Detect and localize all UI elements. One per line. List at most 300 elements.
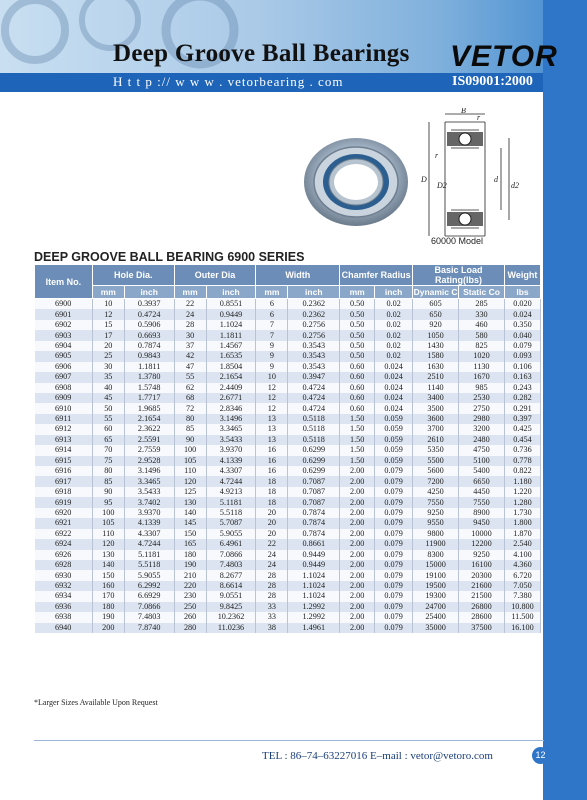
table-cell: 9	[256, 341, 288, 351]
table-cell: 100	[92, 508, 124, 518]
item-number-cell: 6912	[35, 424, 93, 434]
table-cell: 2.00	[340, 529, 375, 539]
table-cell: 220	[174, 581, 206, 591]
table-cell: 140	[174, 508, 206, 518]
table-row	[35, 456, 541, 466]
table-cell: 1.50	[340, 456, 375, 466]
table-cell: 16100	[459, 560, 505, 570]
table-row	[35, 497, 541, 507]
col-chamfer: Chamfer Radius	[340, 265, 413, 286]
table-cell: 8.2677	[206, 570, 256, 580]
dim-label: d2	[511, 181, 519, 190]
brand-logo: VETOR	[450, 40, 558, 73]
table-cell: 2.4409	[206, 383, 256, 393]
table-cell: 1.1024	[288, 591, 340, 601]
contact-info: TEL : 86–74–63227016 E–mail : vetor@vetoro.com	[262, 750, 493, 762]
table-cell: 80	[92, 466, 124, 476]
table-cell: 1020	[459, 351, 505, 361]
table-cell: 285	[459, 299, 505, 310]
table-cell: 19300	[413, 591, 459, 601]
table-cell: 580	[459, 330, 505, 340]
table-row	[35, 529, 541, 539]
table-cell: 2.00	[340, 497, 375, 507]
table-row	[35, 591, 541, 601]
table-cell: 0.50	[340, 330, 375, 340]
table-cell: 0.079	[375, 612, 413, 622]
table-cell: 3500	[413, 403, 459, 413]
table-cell: 16	[256, 445, 288, 455]
table-cell: 105	[92, 518, 124, 528]
table-cell: 170	[92, 591, 124, 601]
table-cell: 2.00	[340, 591, 375, 601]
table-cell: 0.024	[375, 403, 413, 413]
table-cell: 9800	[413, 529, 459, 539]
table-cell: 0.079	[375, 570, 413, 580]
table-cell: 95	[92, 497, 124, 507]
table-cell: 24	[174, 309, 206, 319]
table-cell: 0.4724	[124, 309, 174, 319]
table-cell: 16	[256, 466, 288, 476]
table-cell: 7	[256, 330, 288, 340]
table-cell: 0.2756	[288, 320, 340, 330]
table-cell: 0.2362	[288, 299, 340, 310]
subheader-cell: mm	[256, 286, 288, 299]
table-cell: 5600	[413, 466, 459, 476]
table-cell: 0.3543	[288, 341, 340, 351]
table-cell: 2.00	[340, 466, 375, 476]
table-cell: 2.00	[340, 487, 375, 497]
table-cell: 3.1496	[124, 466, 174, 476]
col-width: Width	[256, 265, 340, 286]
table-cell: 0.079	[375, 529, 413, 539]
table-cell: 11.0236	[206, 623, 256, 633]
table-cell: 7550	[413, 497, 459, 507]
table-cell: 1.50	[340, 424, 375, 434]
table-cell: 0.291	[504, 403, 540, 413]
table-cell: 0.822	[504, 466, 540, 476]
item-number-cell: 6934	[35, 591, 93, 601]
table-row	[35, 414, 541, 424]
col-hole: Hole Dia.	[92, 265, 174, 286]
table-cell: 0.2362	[288, 309, 340, 319]
table-row	[35, 383, 541, 393]
table-cell: 0.9843	[124, 351, 174, 361]
item-number-cell: 6916	[35, 466, 93, 476]
table-cell: 200	[92, 623, 124, 633]
table-cell: 12	[256, 393, 288, 403]
table-cell: 1630	[413, 362, 459, 372]
table-cell: 35000	[413, 623, 459, 633]
table-cell: 15	[92, 320, 124, 330]
table-row	[35, 487, 541, 497]
table-cell: 24	[256, 550, 288, 560]
table-cell: 2.3622	[124, 424, 174, 434]
table-cell: 1.1024	[288, 581, 340, 591]
item-number-cell: 6903	[35, 330, 93, 340]
table-title: DEEP GROOVE BALL BEARING 6900 SERIES	[34, 250, 305, 264]
table-cell: 920	[413, 320, 459, 330]
table-cell: 1580	[413, 351, 459, 361]
table-cell: 145	[174, 518, 206, 528]
table-cell: 0.4724	[288, 383, 340, 393]
table-cell: 0.020	[504, 299, 540, 310]
table-cell: 4450	[459, 487, 505, 497]
table-cell: 1.7717	[124, 393, 174, 403]
table-cell: 0.50	[340, 341, 375, 351]
table-cell: 330	[459, 309, 505, 319]
item-number-cell: 6909	[35, 393, 93, 403]
table-cell: 0.040	[504, 330, 540, 340]
table-cell: 2.7559	[124, 445, 174, 455]
table-cell: 0.60	[340, 372, 375, 382]
table-cell: 30	[92, 362, 124, 372]
table-cell: 1.1811	[206, 330, 256, 340]
table-cell: 9250	[413, 508, 459, 518]
table-cell: 4.1339	[124, 518, 174, 528]
table-cell: 1.9685	[124, 403, 174, 413]
table-cell: 0.079	[375, 487, 413, 497]
table-cell: 0.024	[375, 383, 413, 393]
table-cell: 4.1339	[206, 456, 256, 466]
table-cell: 2750	[459, 403, 505, 413]
table-cell: 2.00	[340, 476, 375, 486]
table-row	[35, 424, 541, 434]
table-cell: 3.7402	[124, 497, 174, 507]
table-row	[35, 309, 541, 319]
table-cell: 1.180	[504, 476, 540, 486]
table-cell: 0.024	[375, 372, 413, 382]
table-cell: 0.60	[340, 362, 375, 372]
table-cell: 1.4567	[206, 341, 256, 351]
table-cell: 6.720	[504, 570, 540, 580]
table-cell: 6.2992	[124, 581, 174, 591]
table-cell: 1.1024	[288, 570, 340, 580]
table-row	[35, 602, 541, 612]
table-cell: 3600	[413, 414, 459, 424]
table-cell: 180	[92, 602, 124, 612]
table-cell: 10.800	[504, 602, 540, 612]
table-cell: 5.1181	[124, 550, 174, 560]
subheader-cell: inch	[375, 286, 413, 299]
item-number-cell: 6940	[35, 623, 93, 633]
subheader-cell: lbs	[504, 286, 540, 299]
item-number-cell: 6921	[35, 518, 93, 528]
item-number-cell: 6919	[35, 497, 93, 507]
table-cell: 3.3465	[206, 424, 256, 434]
table-cell: 15000	[413, 560, 459, 570]
diagram-caption: 60000 Model	[431, 236, 484, 246]
table-cell: 165	[174, 539, 206, 549]
table-cell: 0.282	[504, 393, 540, 403]
table-cell: 16	[256, 456, 288, 466]
col-item: Item No.	[35, 265, 93, 299]
table-cell: 0.059	[375, 424, 413, 434]
table-cell: 40	[92, 383, 124, 393]
table-cell: 3.5433	[124, 487, 174, 497]
table-cell: 4.100	[504, 550, 540, 560]
table-cell: 460	[459, 320, 505, 330]
table-cell: 0.6299	[288, 445, 340, 455]
table-cell: 7.4803	[124, 612, 174, 622]
table-cell: 4.360	[504, 560, 540, 570]
certification-badge: IS09001:2000	[452, 74, 533, 89]
table-cell: 2.5591	[124, 435, 174, 445]
table-cell: 0.079	[375, 560, 413, 570]
table-cell: 1.800	[504, 518, 540, 528]
page-number: 12	[532, 747, 549, 764]
table-cell: 8.6614	[206, 581, 256, 591]
item-number-cell: 6914	[35, 445, 93, 455]
table-cell: 10.2362	[206, 612, 256, 622]
table-cell: 1.870	[504, 529, 540, 539]
table-cell: 0.3947	[288, 372, 340, 382]
table-cell: 0.9449	[288, 550, 340, 560]
table-cell: 19500	[413, 581, 459, 591]
table-cell: 47	[174, 362, 206, 372]
table-cell: 3200	[459, 424, 505, 434]
table-cell: 18	[256, 497, 288, 507]
table-cell: 28600	[459, 612, 505, 622]
table-cell: 6.6929	[124, 591, 174, 601]
table-cell: 110	[174, 466, 206, 476]
col-load: Basic Load Rating(lbs)	[413, 265, 505, 286]
subheader-cell: mm	[92, 286, 124, 299]
table-cell: 68	[174, 393, 206, 403]
table-cell: 120	[92, 539, 124, 549]
table-cell: 5.9055	[124, 570, 174, 580]
table-row	[35, 330, 541, 340]
table-cell: 1670	[459, 372, 505, 382]
table-cell: 1.2992	[288, 612, 340, 622]
table-cell: 20	[256, 529, 288, 539]
table-cell: 190	[92, 612, 124, 622]
table-cell: 7.380	[504, 591, 540, 601]
table-cell: 0.243	[504, 383, 540, 393]
table-row	[35, 560, 541, 570]
table-cell: 5500	[413, 456, 459, 466]
table-cell: 985	[459, 383, 505, 393]
item-number-cell: 6904	[35, 341, 93, 351]
table-cell: 260	[174, 612, 206, 622]
table-cell: 2.1654	[124, 414, 174, 424]
table-cell: 11900	[413, 539, 459, 549]
table-cell: 9250	[459, 550, 505, 560]
table-cell: 5100	[459, 456, 505, 466]
table-cell: 28	[174, 320, 206, 330]
table-cell: 0.079	[375, 508, 413, 518]
table-row	[35, 518, 541, 528]
subheader-cell: mm	[174, 286, 206, 299]
table-cell: 2530	[459, 393, 505, 403]
table-cell: 38	[256, 623, 288, 633]
table-cell: 1.5748	[124, 383, 174, 393]
item-number-cell: 6915	[35, 456, 93, 466]
dim-label: D2	[437, 181, 447, 190]
table-cell: 0.02	[375, 330, 413, 340]
table-cell: 0.397	[504, 414, 540, 424]
table-cell: 0.6693	[124, 330, 174, 340]
table-cell: 20300	[459, 570, 505, 580]
table-cell: 3400	[413, 393, 459, 403]
table-cell: 9550	[413, 518, 459, 528]
table-cell: 0.059	[375, 435, 413, 445]
table-cell: 21500	[459, 591, 505, 601]
item-number-cell: 6922	[35, 529, 93, 539]
subheader-cell: inch	[288, 286, 340, 299]
table-cell: 20	[256, 508, 288, 518]
table-cell: 9	[256, 351, 288, 361]
table-cell: 0.7087	[288, 497, 340, 507]
table-cell: 650	[413, 309, 459, 319]
table-row	[35, 362, 541, 372]
table-cell: 70	[92, 445, 124, 455]
table-cell: 22	[256, 539, 288, 549]
table-cell: 1.1811	[124, 362, 174, 372]
table-cell: 72	[174, 403, 206, 413]
table-cell: 0.7874	[288, 508, 340, 518]
table-cell: 4.9213	[206, 487, 256, 497]
table-cell: 28	[256, 581, 288, 591]
table-cell: 20	[92, 341, 124, 351]
table-cell: 9.0551	[206, 591, 256, 601]
table-cell: 1140	[413, 383, 459, 393]
table-cell: 62	[174, 383, 206, 393]
table-cell: 180	[174, 550, 206, 560]
table-cell: 10	[256, 372, 288, 382]
table-cell: 250	[174, 602, 206, 612]
table-cell: 22	[174, 299, 206, 310]
item-number-cell: 6905	[35, 351, 93, 361]
table-cell: 55	[174, 372, 206, 382]
subheader-cell: Static Co	[459, 286, 505, 299]
page-edge-strip	[543, 0, 587, 800]
table-cell: 3.9370	[206, 445, 256, 455]
table-cell: 0.163	[504, 372, 540, 382]
table-cell: 0.079	[375, 476, 413, 486]
table-cell: 80	[174, 414, 206, 424]
table-cell: 125	[174, 487, 206, 497]
table-cell: 4.3307	[124, 529, 174, 539]
table-row	[35, 508, 541, 518]
table-row	[35, 372, 541, 382]
item-number-cell: 6920	[35, 508, 93, 518]
table-cell: 1430	[413, 341, 459, 351]
table-cell: 0.024	[375, 393, 413, 403]
table-cell: 0.5906	[124, 320, 174, 330]
col-outer: Outer Dia	[174, 265, 256, 286]
item-number-cell: 6918	[35, 487, 93, 497]
table-row	[35, 393, 541, 403]
table-cell: 6650	[459, 476, 505, 486]
table-cell: 8300	[413, 550, 459, 560]
table-cell: 210	[174, 570, 206, 580]
table-cell: 1.2992	[288, 602, 340, 612]
item-number-cell: 6926	[35, 550, 93, 560]
cross-section-diagram	[415, 108, 525, 248]
item-number-cell: 6907	[35, 372, 93, 382]
table-cell: 9450	[459, 518, 505, 528]
table-cell: 2.00	[340, 560, 375, 570]
table-row	[35, 570, 541, 580]
table-cell: 90	[174, 435, 206, 445]
table-cell: 2610	[413, 435, 459, 445]
table-cell: 50	[92, 403, 124, 413]
table-cell: 4.3307	[206, 466, 256, 476]
table-cell: 2.6771	[206, 393, 256, 403]
table-cell: 0.02	[375, 351, 413, 361]
table-cell: 2.00	[340, 581, 375, 591]
table-cell: 0.079	[375, 466, 413, 476]
item-number-cell: 6930	[35, 570, 93, 580]
table-cell: 0.2756	[288, 330, 340, 340]
table-cell: 11.500	[504, 612, 540, 622]
table-cell: 0.079	[375, 518, 413, 528]
table-cell: 7.0866	[124, 602, 174, 612]
table-cell: 3700	[413, 424, 459, 434]
table-cell: 19100	[413, 570, 459, 580]
table-cell: 3.1496	[206, 414, 256, 424]
table-cell: 24700	[413, 602, 459, 612]
bearing-spec-table	[34, 264, 541, 633]
table-cell: 4250	[413, 487, 459, 497]
table-cell: 20	[256, 518, 288, 528]
table-cell: 21600	[459, 581, 505, 591]
table-cell: 55	[92, 414, 124, 424]
table-cell: 24	[256, 560, 288, 570]
table-row	[35, 623, 541, 633]
table-cell: 0.6299	[288, 466, 340, 476]
table-row	[35, 435, 541, 445]
table-cell: 0.024	[504, 309, 540, 319]
table-cell: 3.9370	[124, 508, 174, 518]
table-row	[35, 539, 541, 549]
table-cell: 0.454	[504, 435, 540, 445]
table-row	[35, 550, 541, 560]
table-cell: 1.50	[340, 435, 375, 445]
table-cell: 85	[92, 476, 124, 486]
page-title: Deep Groove Ball Bearings	[113, 40, 410, 67]
table-cell: 1050	[413, 330, 459, 340]
table-cell: 0.9449	[206, 309, 256, 319]
item-number-cell: 6910	[35, 403, 93, 413]
table-cell: 0.5118	[288, 424, 340, 434]
table-cell: 0.7087	[288, 487, 340, 497]
table-cell: 65	[92, 435, 124, 445]
table-cell: 6.4961	[206, 539, 256, 549]
table-cell: 4.7244	[124, 539, 174, 549]
website-url[interactable]: H t t p :// w w w . vetorbearing . com	[113, 74, 344, 89]
subheader-cell: Dynamic C	[413, 287, 458, 297]
table-cell: 35	[92, 372, 124, 382]
table-cell: 5350	[413, 445, 459, 455]
table-cell: 0.425	[504, 424, 540, 434]
table-cell: 140	[92, 560, 124, 570]
table-cell: 160	[92, 581, 124, 591]
table-cell: 1.280	[504, 497, 540, 507]
table-cell: 2.00	[340, 550, 375, 560]
table-cell: 13	[256, 435, 288, 445]
table-row	[35, 320, 541, 330]
table-cell: 105	[174, 456, 206, 466]
table-cell: 0.60	[340, 403, 375, 413]
table-cell: 18	[256, 476, 288, 486]
table-cell: 0.7874	[288, 518, 340, 528]
table-cell: 2980	[459, 414, 505, 424]
table-cell: 7200	[413, 476, 459, 486]
table-cell: 37	[174, 341, 206, 351]
table-row	[35, 612, 541, 622]
table-cell: 150	[92, 570, 124, 580]
